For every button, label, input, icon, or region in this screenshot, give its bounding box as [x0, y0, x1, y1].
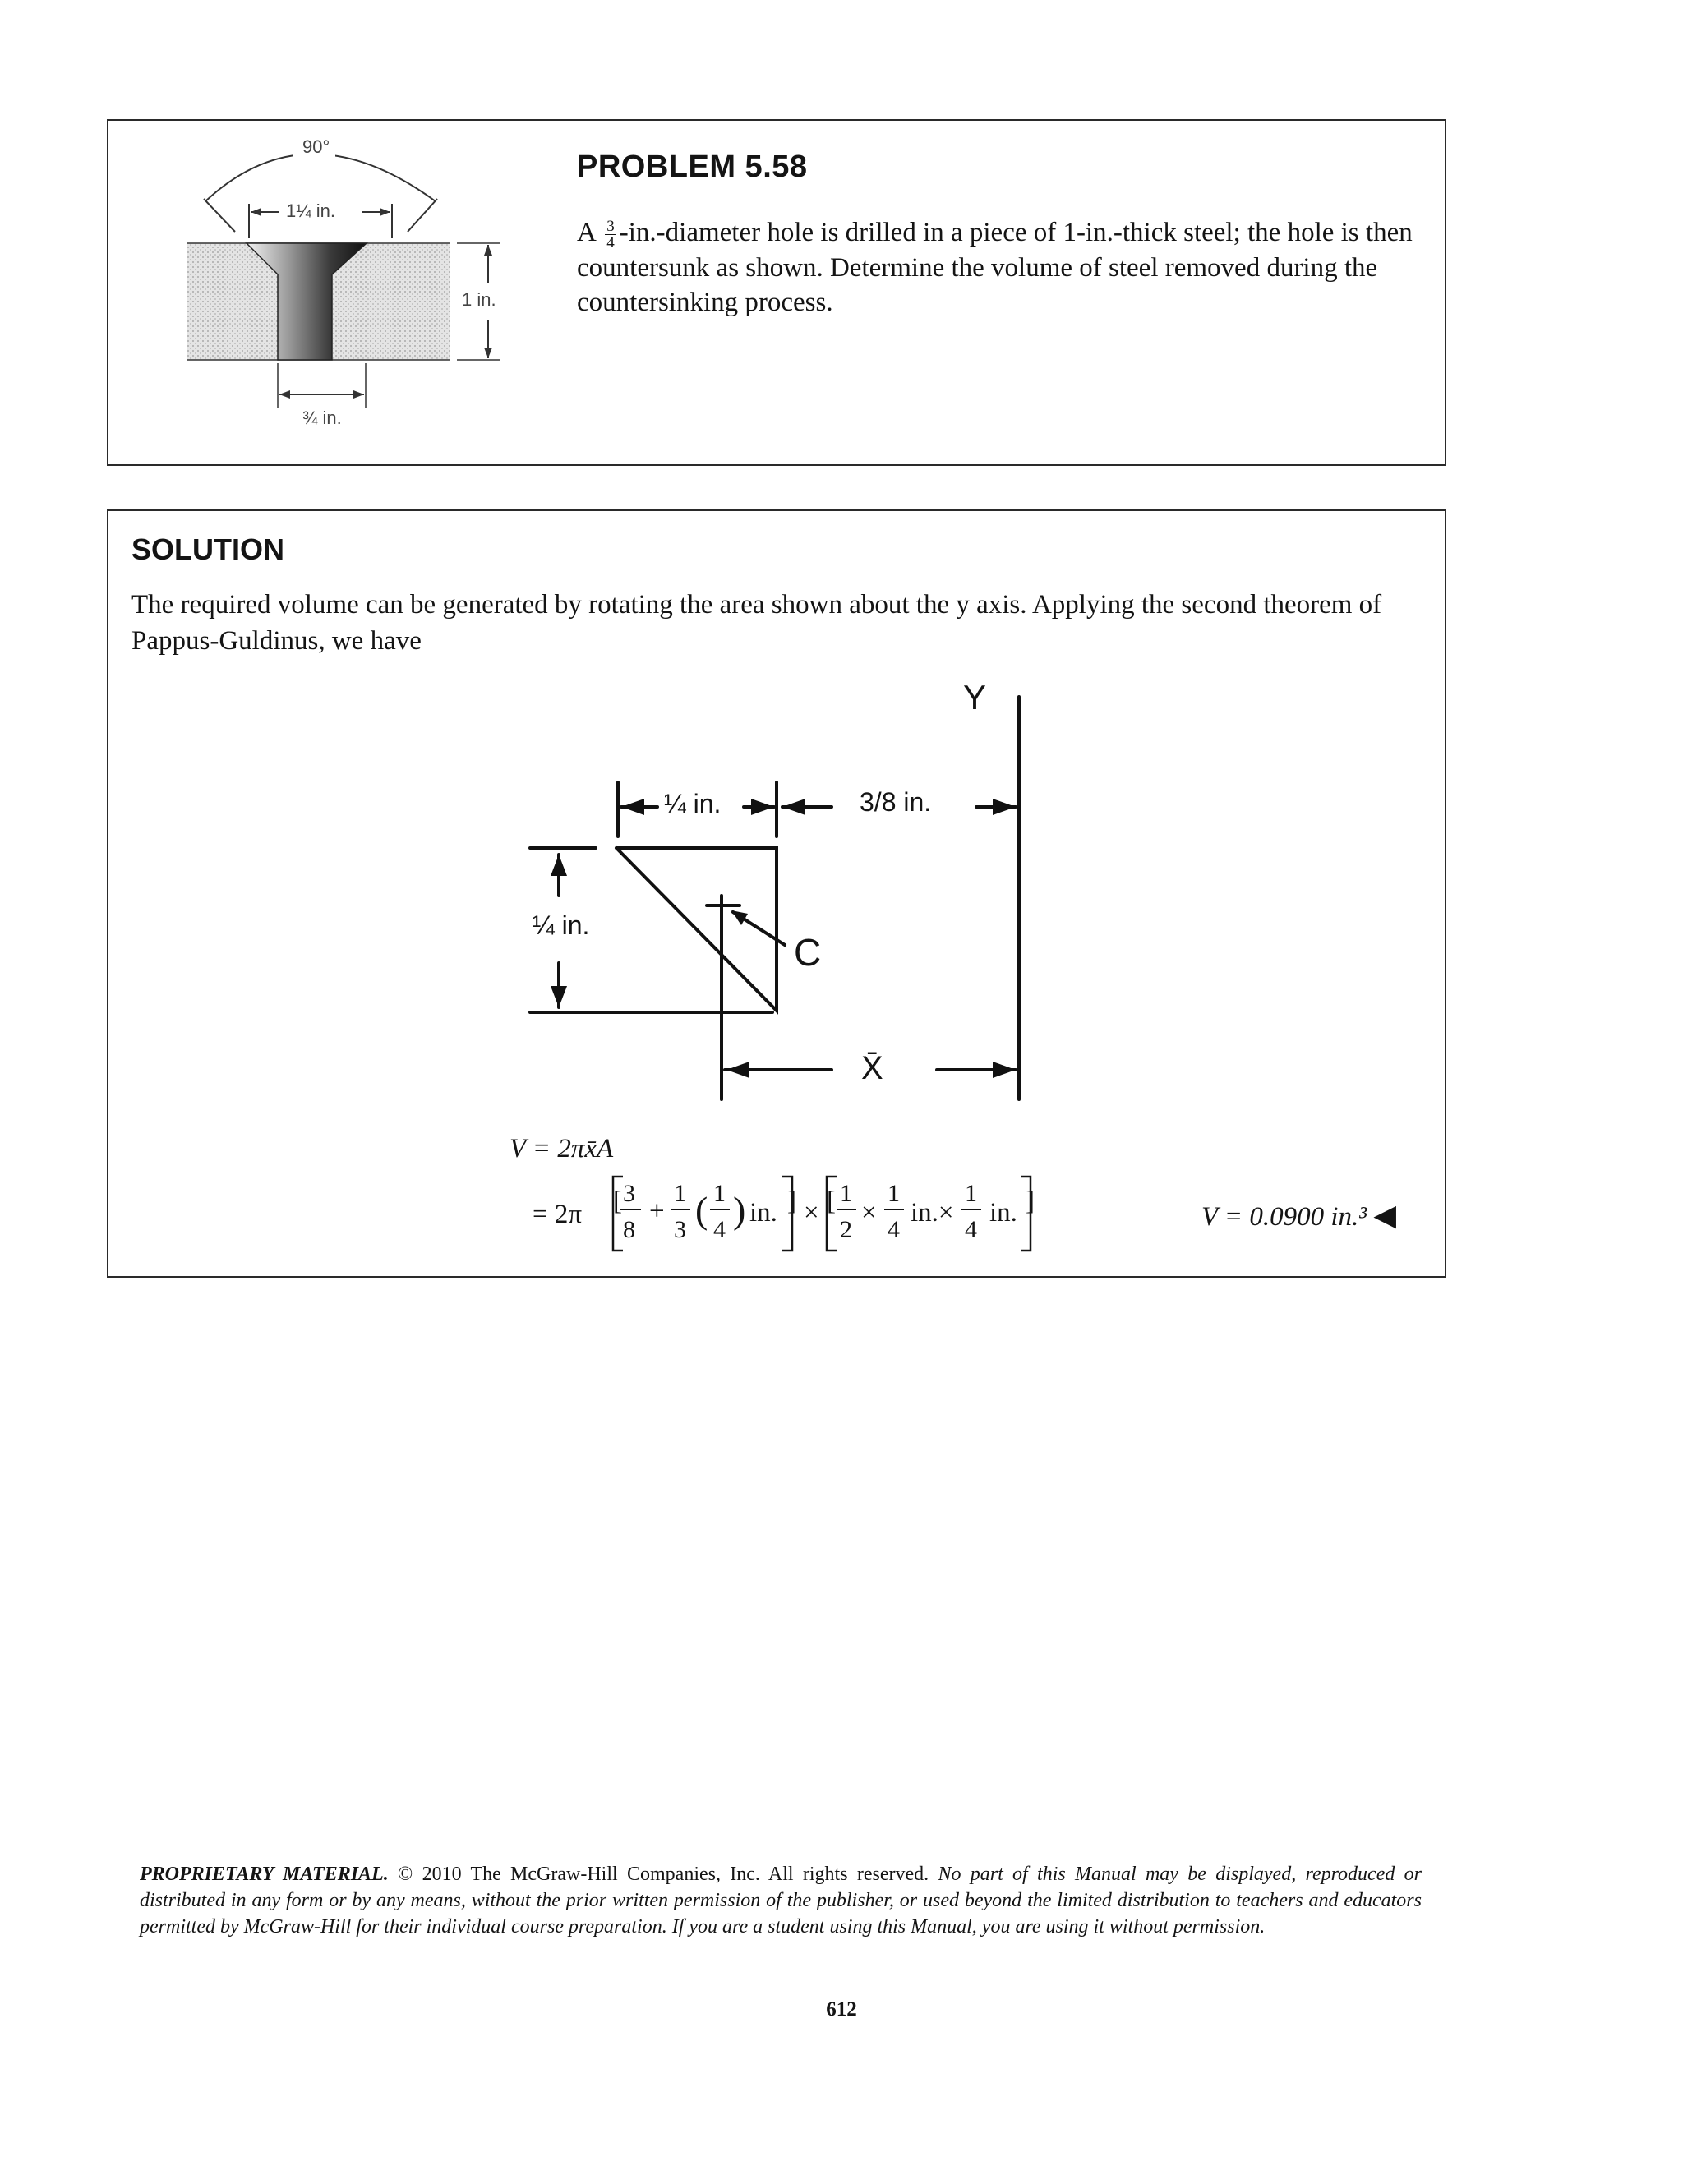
quarter-inch-side-label: ¼ in.	[533, 910, 590, 940]
copyright-notice	[140, 1861, 1422, 1940]
svg-text:in.: in.	[749, 1198, 777, 1228]
svg-text:): )	[733, 1189, 746, 1231]
notice-body: No part of this Manual may be displayed, reproduced or distributed in any form or by any means, without the prior written permission of the publisher, or used beyond the limited distribution to teachers and educators permitted by McGraw-Hill for their individual course preparation. If you are a student using this Manual, you are using it without permission.	[140, 1864, 1422, 1937]
svg-text:3: 3	[674, 1216, 686, 1243]
svg-text:4: 4	[965, 1216, 977, 1243]
volume-equation: V = 2πx̄A	[510, 1134, 614, 1163]
solution-text: The required volume can be generated by rotating the area shown about the y axis. Applying the second theorem of Pappus-Guldinus, we have	[131, 590, 1382, 656]
svg-text:2: 2	[840, 1216, 852, 1243]
hole-label: ¾ in.	[302, 408, 342, 428]
thickness-label: 1 in.	[462, 289, 496, 310]
equation-prefix: = 2π	[533, 1200, 583, 1229]
angle-label: 90°	[302, 136, 330, 157]
svg-text:4: 4	[888, 1216, 900, 1243]
top-width-label: 1¼ in.	[283, 200, 339, 222]
svg-text:+: +	[649, 1196, 665, 1226]
svg-text:[: [	[827, 1186, 836, 1216]
svg-text:1: 1	[888, 1180, 900, 1207]
svg-text:(: (	[695, 1189, 708, 1231]
notice-lead: PROPRIETARY MATERIAL.	[140, 1864, 389, 1885]
svg-text:4: 4	[713, 1216, 726, 1243]
svg-text:]: ]	[1026, 1186, 1035, 1216]
svg-text:in.: in.	[989, 1198, 1017, 1228]
fraction-denominator: 4	[606, 233, 615, 251]
svg-text:8: 8	[623, 1216, 635, 1243]
svg-text:1: 1	[840, 1180, 852, 1207]
svg-text:]: ]	[787, 1186, 796, 1216]
svg-text:×: ×	[804, 1198, 819, 1228]
answer-text: V = 0.0900 in.³	[1201, 1202, 1367, 1232]
quarter-inch-top-label: ¼ in.	[664, 789, 722, 818]
y-axis-label: Y	[963, 678, 987, 716]
page-number: 612	[826, 1998, 857, 2020]
xbar-label: X̄	[861, 1050, 883, 1086]
statement-lead: A	[577, 218, 596, 247]
notice-copyright: © 2010 The McGraw-Hill Companies, Inc. All rights reserved.	[398, 1864, 929, 1885]
solution-heading: SOLUTION	[131, 532, 284, 566]
problem-title: PROBLEM 5.58	[577, 150, 808, 184]
fraction-numerator: 3	[606, 217, 615, 235]
three-eighths-label: 3/8 in.	[860, 787, 932, 817]
svg-text:in.×: in.×	[911, 1198, 954, 1228]
svg-text:×: ×	[861, 1198, 877, 1228]
svg-text:[: [	[613, 1186, 622, 1216]
final-answer	[1201, 1198, 1396, 1233]
centroid-label: C	[794, 931, 822, 974]
svg-text:1: 1	[713, 1180, 726, 1207]
svg-text:3: 3	[623, 1180, 635, 1207]
statement-body: -in.-diameter hole is drilled in a piece of 1-in.-thick steel; the hole is then countersunk as shown. Determine the volume of steel removed during the countersinking process.	[577, 218, 1413, 317]
answer-marker-icon: ◀	[1373, 1199, 1397, 1232]
svg-text:1: 1	[965, 1180, 977, 1207]
svg-text:1: 1	[674, 1180, 686, 1207]
